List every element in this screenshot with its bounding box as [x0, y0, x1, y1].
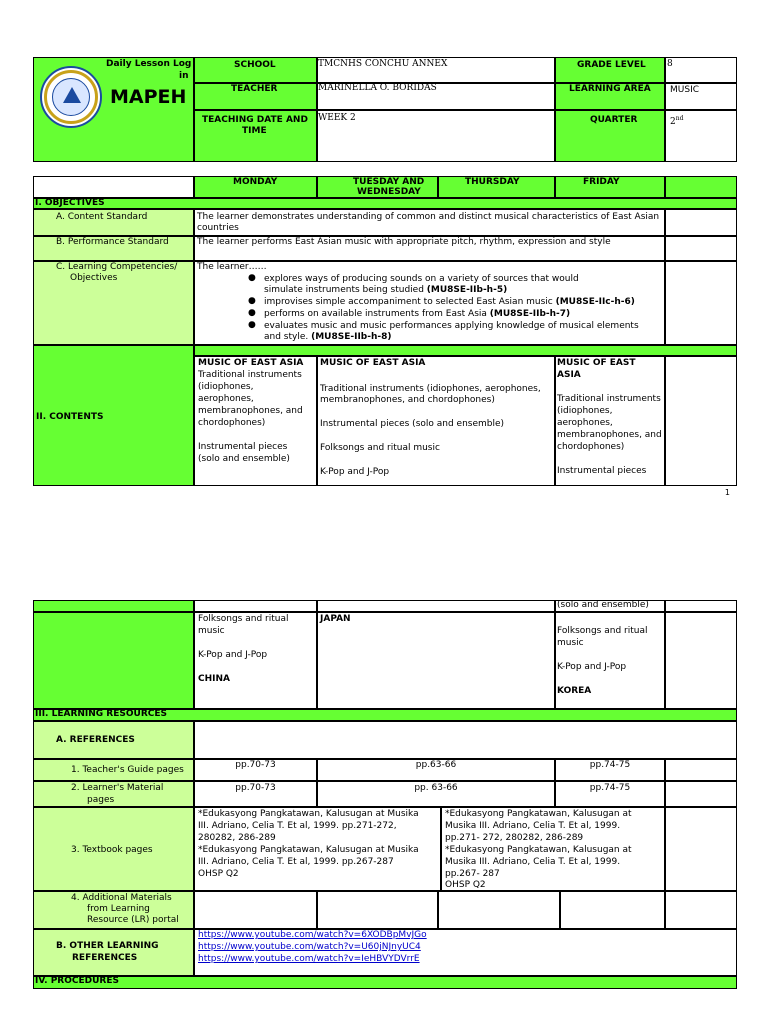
- content-standard-label: A. Content Standard: [56, 212, 148, 222]
- tb-right-3: pp.271- 272, 280282, 286-289: [445, 833, 584, 843]
- content-standard-text-2: countries: [197, 223, 239, 233]
- competency-1a: explores ways of producing sounds on a variety of sources that would: [264, 274, 579, 284]
- am-label-1: 4. Additional Materials: [71, 893, 172, 903]
- contents-monday-1: Traditional instruments: [198, 370, 302, 380]
- competencies-label-1: C. Learning Competencies/: [56, 262, 178, 272]
- day-header-blank: [33, 176, 194, 198]
- youtube-link-1[interactable]: https://www.youtube.com/watch?v=6XODBpMvJGo: [198, 930, 427, 940]
- competency-3-code: (MU8SE-IIb-h-7): [489, 309, 571, 319]
- p2-fri-2: music: [557, 638, 584, 648]
- tb-right-2: Musika III. Adriano, Celia T. Et al, 1999.: [445, 821, 621, 831]
- tb-right-1: *Edukasyong Pangkatawan, Kalusugan at: [445, 809, 632, 819]
- p2-mon-4: CHINA: [198, 674, 230, 684]
- am-label-2: from Learning: [87, 904, 150, 914]
- lm-label-1: 2. Learner's Material: [71, 783, 164, 793]
- school-value: TMCNHS CONCHU ANNEX: [318, 59, 448, 69]
- quarter-value: [670, 113, 683, 128]
- p2-tue-1: JAPAN: [320, 614, 351, 624]
- p2-contents-tue: [317, 612, 555, 709]
- youtube-link-2[interactable]: https://www.youtube.com/watch?v=U60jNJnyUC4: [198, 942, 421, 952]
- tb-left-1: *Edukasyong Pangkatawan, Kalusugan at Musika: [198, 809, 419, 819]
- contents-friday-4: membranophones, and: [557, 430, 662, 440]
- procedures-heading: IV. PROCEDURES: [35, 976, 119, 986]
- tg-mon: pp.70-73: [235, 760, 276, 770]
- contents-friday-title-2: ASIA: [557, 370, 581, 380]
- competency-4b-text: and style.: [264, 332, 312, 342]
- p2-top-tue: [317, 600, 555, 612]
- competency-3-text: performs on available instruments from East Asia: [264, 309, 490, 319]
- contents-friday-1: Traditional instruments: [557, 394, 661, 404]
- tb-right-7: OHSP Q2: [445, 880, 486, 890]
- bullet-icon: ●: [248, 273, 256, 283]
- contents-friday-title-1: MUSIC OF EAST: [557, 358, 636, 368]
- other-label-2: REFERENCES: [72, 953, 138, 963]
- tg-tue: pp.63-66: [415, 760, 457, 770]
- contents-top-band: [194, 345, 737, 356]
- date-label-1: TEACHING DATE AND: [202, 115, 308, 125]
- competency-4-code: (MU8SE-IIb-h-8): [311, 332, 392, 342]
- content-standard-text-1: The learner demonstrates understanding of common and distinct musical characteristics of East Asian: [197, 212, 660, 222]
- contents-tuesday-2: membranophones, and chordophones): [320, 395, 495, 405]
- competency-4a: evaluates music and music performances applying knowledge of musical elements: [264, 321, 639, 331]
- contents-tuesday-title: MUSIC OF EAST ASIA: [320, 358, 426, 368]
- competency-2-code: (MU8SE-IIc-h-6): [555, 297, 635, 307]
- lm-label-2: pages: [87, 795, 115, 805]
- quarter-label: QUARTER: [590, 115, 638, 125]
- day-friday: FRIDAY: [583, 177, 620, 187]
- tg-extra: [665, 759, 737, 781]
- p2-top-label: [33, 600, 194, 612]
- tb-extra: [665, 807, 737, 891]
- p2-fri-4: KOREA: [557, 686, 592, 696]
- references-value-cell: [194, 721, 737, 759]
- performance-standard-text: The learner performs East Asian music with appropriate pitch, rhythm, expression and style: [197, 237, 611, 247]
- contents-heading: II. CONTENTS: [36, 412, 104, 422]
- references-label: A. REFERENCES: [56, 735, 135, 745]
- am-tue-cell: [317, 891, 438, 929]
- contents-tuesday-5: K-Pop and J-Pop: [320, 467, 390, 477]
- grade-value-cell: [665, 57, 737, 83]
- content-standard-extra: [665, 209, 737, 236]
- tb-label: 3. Textbook pages: [71, 845, 153, 855]
- tg-label: 1. Teacher's Guide pages: [71, 765, 184, 775]
- am-fri-cell: [560, 891, 665, 929]
- teacher-label: TEACHER: [231, 84, 278, 94]
- tb-left-3: 280282, 286-289: [198, 833, 276, 843]
- day-extra-cell: [665, 176, 737, 198]
- day-thursday: THURSDAY: [465, 177, 520, 187]
- lm-extra: [665, 781, 737, 807]
- am-thu-cell: [438, 891, 560, 929]
- school-label: SCHOOL: [234, 60, 276, 70]
- contents-friday-5: chordophones): [557, 442, 625, 452]
- date-value: WEEK 2: [318, 113, 356, 123]
- am-mon-cell: [194, 891, 317, 929]
- subject-title: MAPEH: [110, 86, 187, 108]
- p2-top-extra: [665, 600, 737, 612]
- bullet-icon: ●: [248, 308, 256, 318]
- am-label-3: Resource (LR) portal: [87, 915, 179, 925]
- quarter-suffix: nd: [675, 115, 684, 122]
- competency-1b: [264, 285, 507, 296]
- performance-standard-extra: [665, 236, 737, 261]
- day-monday: MONDAY: [233, 177, 278, 187]
- objectives-heading-row: [33, 198, 737, 209]
- competency-2-text: improvises simple accompaniment to selected East Asian music: [264, 297, 556, 307]
- p2-fri-top-text: (solo and ensemble): [557, 600, 649, 610]
- lm-mon: pp.70-73: [235, 783, 276, 793]
- bullet-icon: ●: [248, 320, 256, 330]
- contents-tuesday-1: Traditional instruments (idiophones, aerophones,: [320, 384, 541, 394]
- grade-value: 8: [667, 59, 673, 69]
- p2-contents-label: [33, 612, 194, 709]
- teacher-value: MARINELLA O. BORIDAS: [318, 83, 437, 93]
- procedures-heading-row: [33, 976, 737, 989]
- p2-top-mon: [194, 600, 317, 612]
- competency-1b-text: simulate instruments being studied: [264, 285, 427, 295]
- contents-monday-6: Instrumental pieces: [198, 442, 288, 452]
- tb-left-5: III. Adriano, Celia T. Et al, 1999. pp.267-287: [198, 857, 394, 867]
- contents-monday-7: (solo and ensemble): [198, 454, 290, 464]
- competency-4b: [264, 332, 392, 343]
- area-value: MUSIC: [670, 85, 700, 95]
- other-label-1: B. OTHER LEARNING: [56, 941, 159, 951]
- deped-seal-icon: [40, 66, 102, 128]
- page-number: 1: [724, 488, 730, 497]
- contents-friday-2: (idiophones,: [557, 406, 613, 416]
- contents-tuesday-3: Instrumental pieces (solo and ensemble): [320, 419, 505, 429]
- p2-mon-3: K-Pop and J-Pop: [198, 650, 268, 660]
- contents-friday-3: aerophones,: [557, 418, 613, 428]
- competency-3: [264, 309, 570, 320]
- lm-tue: pp. 63-66: [414, 783, 458, 793]
- competencies-label-2: Objectives: [70, 273, 118, 283]
- quarter-number: 2: [670, 117, 676, 127]
- tb-right-5: Musika III. Adriano, Celia T. Et al, 1999.: [445, 857, 621, 867]
- objectives-heading: I. OBJECTIVES: [35, 198, 105, 208]
- log-title-in: in: [179, 71, 189, 81]
- grade-label: GRADE LEVEL: [577, 60, 646, 70]
- day-tuesday-2: WEDNESDAY: [357, 187, 421, 197]
- contents-monday-4: membranophones, and: [198, 406, 303, 416]
- tb-right-6: pp.267- 287: [445, 869, 500, 879]
- contents-monday-2: (idiophones,: [198, 382, 254, 392]
- p2-mon-2: music: [198, 626, 225, 636]
- date-label-2: TIME: [242, 126, 267, 136]
- performance-standard-label: B. Performance Standard: [56, 237, 169, 247]
- area-label: LEARNING AREA: [569, 84, 651, 94]
- competency-2: [264, 297, 635, 308]
- lm-fri: pp.74-75: [589, 783, 631, 793]
- tb-right-4: *Edukasyong Pangkatawan, Kalusugan at: [445, 845, 632, 855]
- contents-monday-3: aerophones,: [198, 394, 254, 404]
- competencies-extra: [665, 261, 737, 345]
- p2-mon-1: Folksongs and ritual: [198, 614, 289, 624]
- contents-monday-5: chordophones): [198, 418, 266, 428]
- tb-left-2: III. Adriano, Celia T. Et al, 1999. pp.271-272,: [198, 821, 397, 831]
- bullet-icon: ●: [248, 296, 256, 306]
- tg-fri: pp.74-75: [589, 760, 631, 770]
- log-title: Daily Lesson Log: [106, 59, 192, 69]
- am-extra: [665, 891, 737, 929]
- contents-tuesday-4: Folksongs and ritual music: [320, 443, 440, 453]
- youtube-link-3[interactable]: https://www.youtube.com/watch?v=IeHBVYDVrrE: [198, 954, 420, 964]
- p2-fri-1: Folksongs and ritual: [557, 626, 648, 636]
- competency-1-code: (MU8SE-IIb-h-5): [426, 285, 508, 295]
- p2-fri-3: K-Pop and J-Pop: [557, 662, 627, 672]
- tb-left-4: *Edukasyong Pangkatawan, Kalusugan at Musika: [198, 845, 419, 855]
- contents-extra: [665, 356, 737, 486]
- tb-left-6: OHSP Q2: [198, 869, 239, 879]
- contents-friday-6: Instrumental pieces: [557, 466, 647, 476]
- competencies-intro: The learner……: [197, 262, 267, 272]
- day-tuesday-1: TUESDAY AND: [353, 177, 425, 187]
- contents-monday-title: MUSIC OF EAST ASIA: [198, 358, 304, 368]
- p2-contents-extra: [665, 612, 737, 709]
- resources-heading: III. LEARNING RESOURCES: [35, 709, 167, 719]
